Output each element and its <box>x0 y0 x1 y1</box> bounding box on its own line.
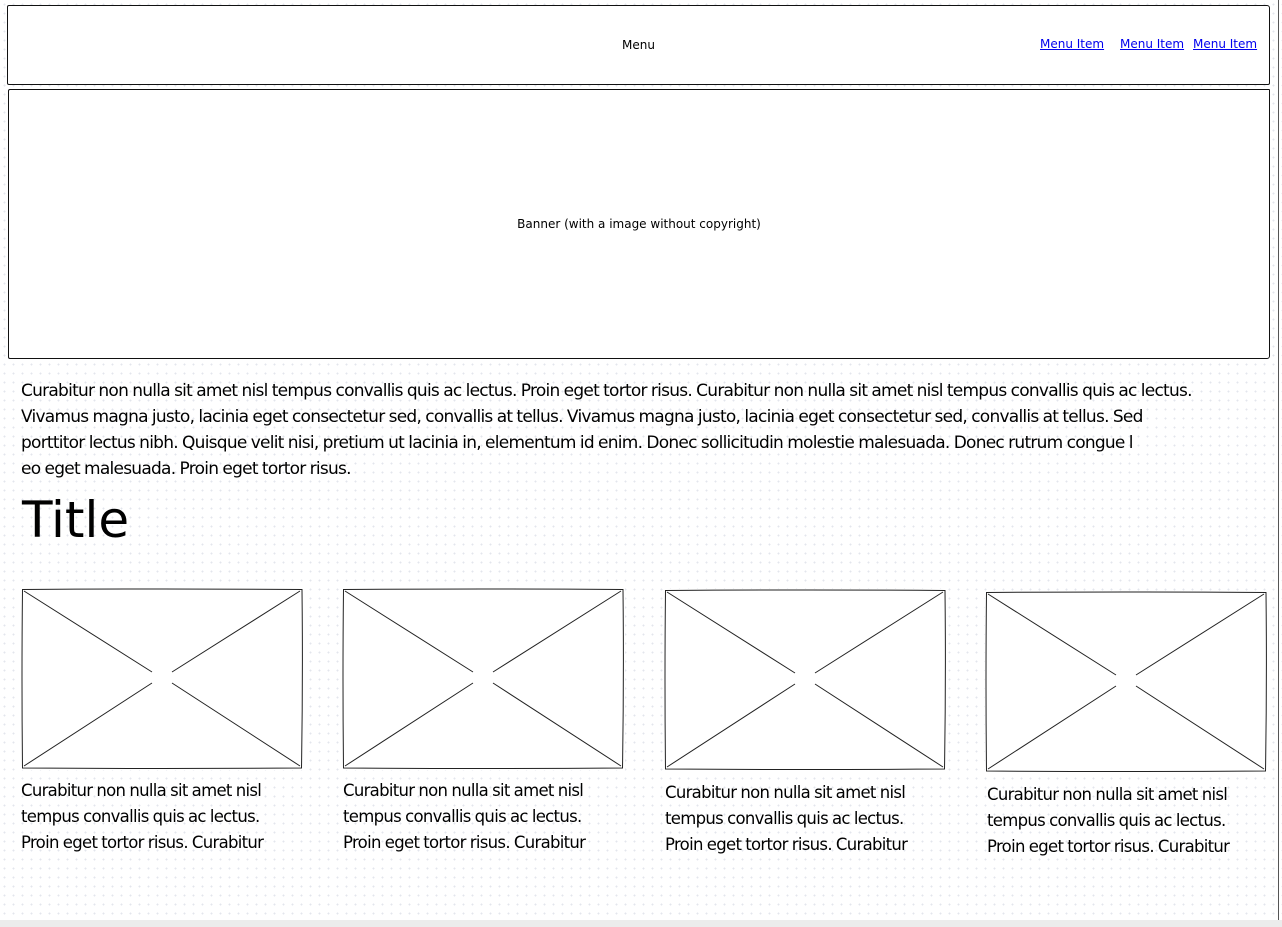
image-placeholder-icon <box>664 589 947 771</box>
card-image-placeholder <box>985 591 1268 773</box>
card-text-line: Curabitur non nulla sit amet nisl <box>665 783 906 802</box>
card-text-line: Curabitur non nulla sit amet nisl <box>21 781 262 800</box>
intro-paragraph <box>21 378 1271 482</box>
card-image-placeholder <box>21 588 304 770</box>
section-title: Title <box>22 491 130 549</box>
card-text-line: Curabitur non nulla sit amet nisl <box>343 781 584 800</box>
intro-line: porttitor lectus nibh. Quisque velit nisi, pretium ut lacinia in, elementum id enim. Donec sollicitudin molestie malesuada. Donec rutrum congue l <box>21 433 1133 453</box>
card-image-placeholder <box>342 588 625 770</box>
intro-line: Curabitur non nulla sit amet nisl tempus convallis quis ac lectus. Proin eget tortor risus. Curabitur non nulla sit amet nisl tempus convallis quis ac lectus. <box>21 381 1192 401</box>
card-text-line: Curabitur non nulla sit amet nisl <box>987 785 1228 804</box>
card-text <box>665 780 955 858</box>
intro-line: Vivamus magna justo, lacinia eget consectetur sed, convallis at tellus. Vivamus magna justo, lacinia eget consectetur sed, convallis at tellus. Sed <box>21 407 1143 427</box>
page-bottom-strip <box>0 920 1282 927</box>
card-text-line: Proin eget tortor risus. Curabitur <box>21 833 264 852</box>
card-text-line: tempus convallis quis ac lectus. <box>987 811 1226 830</box>
menu-bar <box>7 5 1270 85</box>
menu-label: Menu <box>622 38 655 52</box>
image-placeholder-icon <box>985 591 1268 773</box>
card-text-line: Proin eget tortor risus. Curabitur <box>343 833 586 852</box>
card-text-line: tempus convallis quis ac lectus. <box>665 809 904 828</box>
banner-label: Banner (with a image without copyright) <box>517 217 761 231</box>
menu-item-2[interactable]: Menu Item <box>1120 37 1185 51</box>
card-text <box>987 782 1277 860</box>
card-text-line: Proin eget tortor risus. Curabitur <box>987 837 1230 856</box>
banner <box>8 89 1270 359</box>
card-text-line: tempus convallis quis ac lectus. <box>343 807 582 826</box>
card-text <box>343 778 633 856</box>
card-text-line: Proin eget tortor risus. Curabitur <box>665 835 908 854</box>
card-image-placeholder <box>664 589 947 771</box>
page-edge <box>1278 0 1279 920</box>
image-placeholder-icon <box>21 588 304 770</box>
image-placeholder-icon <box>342 588 625 770</box>
intro-line: eo eget malesuada. Proin eget tortor risus. <box>21 459 351 479</box>
card-text <box>21 778 311 856</box>
menu-item-3[interactable]: Menu Item <box>1193 37 1258 51</box>
card-text-line: tempus convallis quis ac lectus. <box>21 807 260 826</box>
menu-item-1[interactable]: Menu Item <box>1040 37 1105 51</box>
